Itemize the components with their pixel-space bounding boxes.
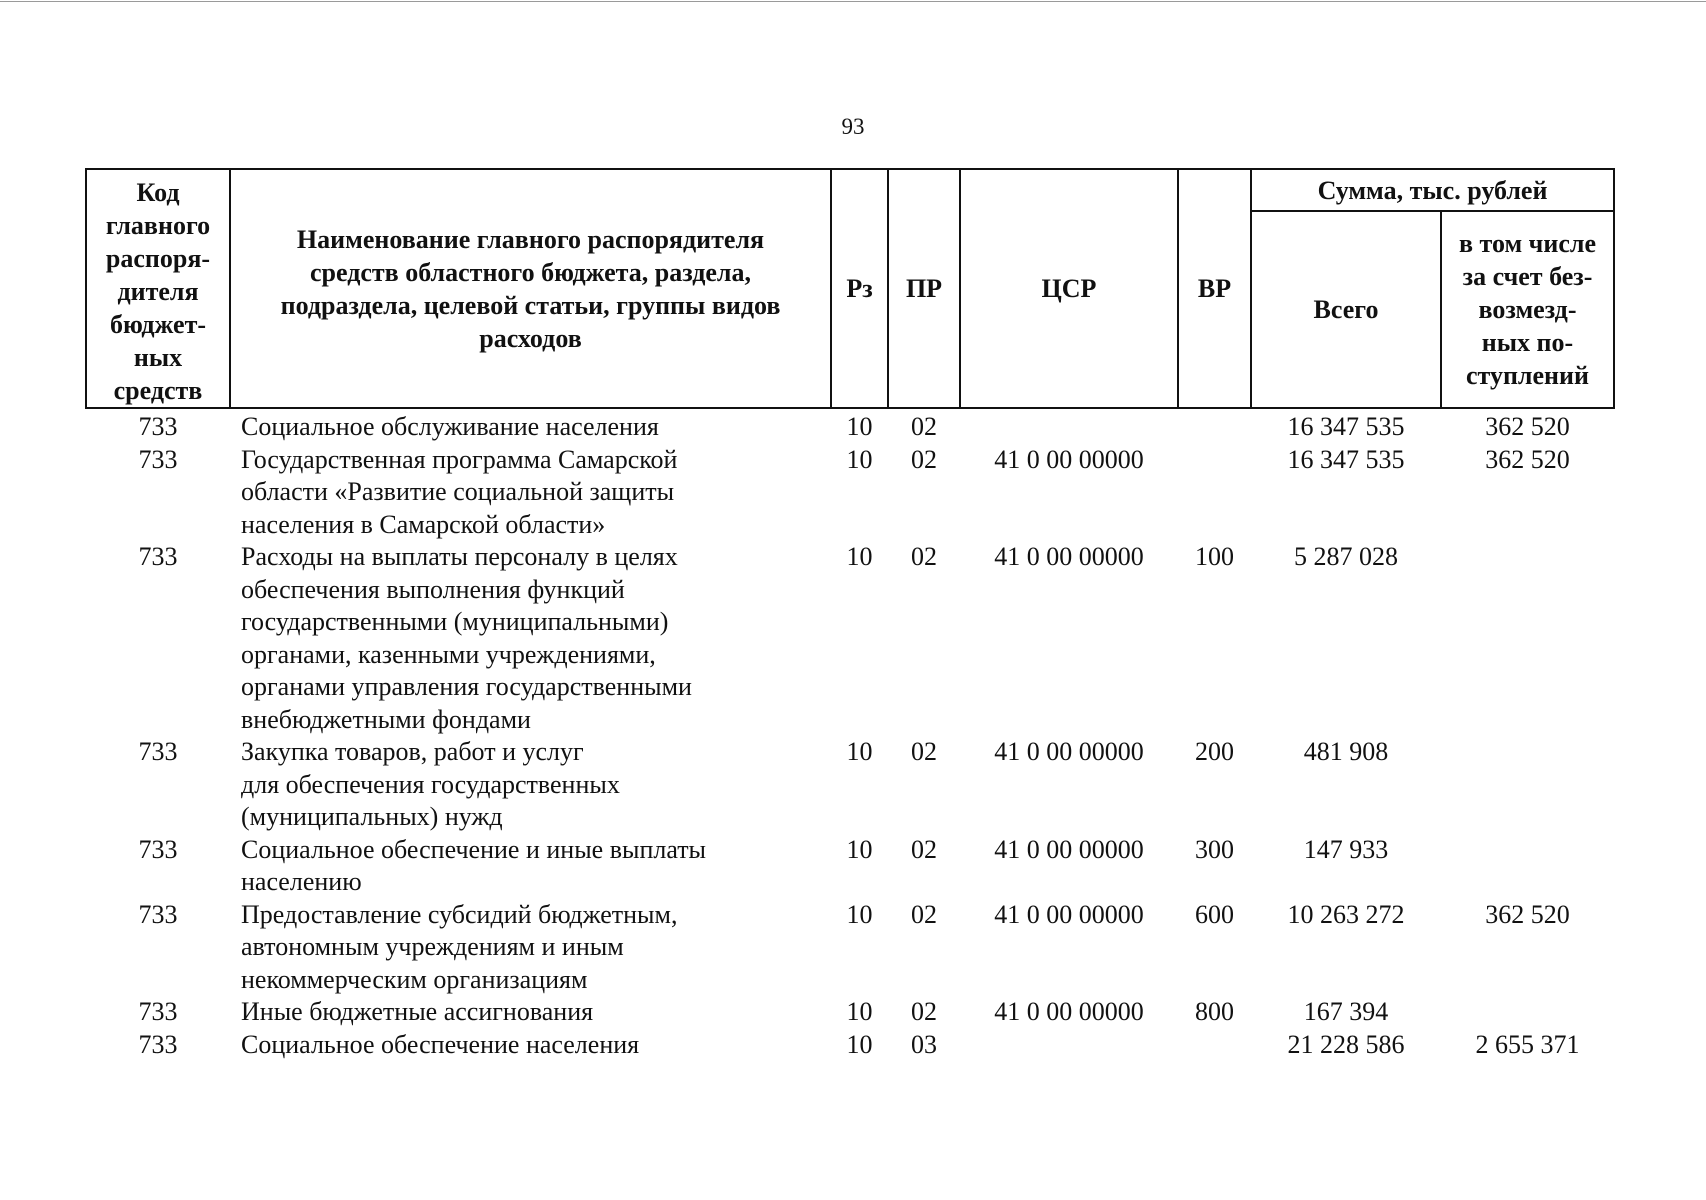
cell-name-line: Социальное обеспечение и иные выплаты [241,834,707,864]
header-name-line: средств областного бюджета, раздела, [310,257,751,287]
header-total: Всего [1251,211,1441,408]
cell-name [230,996,831,1029]
header-free-line: ных по- [1481,328,1574,358]
cell-code: 733 [138,412,178,441]
cell-total: 5 287 028 [1294,542,1398,571]
header-name-line: расходов [479,323,582,353]
header-rz: Рз [831,169,888,408]
scan-edge-line [0,1,1706,2]
header-name-line: Наименование главного распорядителя [296,224,765,254]
table-row [86,541,1614,736]
header-free-line: возмезд- [1478,295,1577,325]
cell-pr: 02 [911,444,937,474]
cell-code: 733 [138,834,178,864]
cell-total: 147 933 [1303,834,1389,864]
header-code-line: бюджет- [109,310,206,339]
cell-free [1441,834,1614,899]
cell-vr [1178,444,1251,542]
header-pr: ПР [888,169,960,408]
table-header [86,169,1614,408]
header-code-line: главного [105,211,211,240]
page-number: 93 [841,114,865,139]
cell-name-line: (муниципальных) нужд [241,802,503,831]
header-free-line: за счет без- [1462,262,1593,292]
cell-name-line: органами, казенными учреждениями, [241,639,656,669]
cell-free: 362 520 [1485,899,1570,929]
header-free-line: ступлений [1465,361,1590,391]
cell-name-line: для обеспечения государственных [241,769,620,799]
table-row [86,996,1614,1029]
cell-name-line: органами управления государственными [241,672,692,701]
cell-pr: 02 [911,834,937,864]
cell-free [1441,996,1614,1029]
header-free [1441,211,1614,408]
cell-rz: 10 [846,542,873,571]
cell-rz: 10 [846,1029,873,1059]
cell-name-line: Государственная программа Самарской [241,444,678,474]
cell-csr: 41 0 00 00000 [994,542,1144,571]
header-code [86,169,230,408]
cell-name-line: населению [241,867,362,896]
cell-rz: 10 [846,834,873,864]
cell-csr: 41 0 00 00000 [994,737,1144,766]
cell-name [230,408,831,444]
cell-total: 167 394 [1303,997,1389,1026]
cell-name-line: автономным учреждениям и иным [241,932,624,961]
cell-name-line: области «Развитие социальной защиты [241,477,675,506]
table-row [86,444,1614,542]
cell-csr: 41 0 00 00000 [994,444,1144,474]
cell-name-line: обеспечения выполнения функций [241,574,625,604]
cell-name-line: некоммерческим организациям [241,964,588,994]
cell-name [230,899,831,997]
header-csr: ЦСР [960,169,1178,408]
header-code-line: дителя [117,277,199,306]
cell-code: 733 [138,542,178,571]
header-code-line: Код [136,178,180,207]
cell-total: 10 263 272 [1287,899,1405,929]
cell-rz: 10 [846,899,873,929]
cell-name-line: Социальное обслуживание населения [241,412,659,441]
cell-rz: 10 [846,444,873,474]
cell-name-line: Расходы на выплаты персоналу в целях [241,542,678,571]
cell-name-line: Иные бюджетные ассигнования [241,997,594,1026]
cell-name-line: государственными (муниципальными) [241,607,669,636]
cell-name-line: Закупка товаров, работ и услуг [241,737,584,766]
header-sum-group: Сумма, тыс. рублей [1251,169,1614,211]
cell-vr: 600 [1195,899,1234,929]
cell-vr: 100 [1195,542,1234,571]
cell-code: 733 [138,1029,178,1059]
table-row [86,736,1614,834]
cell-free: 362 520 [1485,444,1570,474]
cell-total: 21 228 586 [1287,1029,1405,1059]
table-row [86,834,1614,899]
cell-name [230,541,831,736]
cell-vr: 200 [1195,737,1234,766]
header-free-line: в том числе [1459,229,1596,259]
cell-name-line: Предоставление субсидий бюджетным, [241,899,678,929]
cell-csr [960,408,1178,444]
table-row [86,408,1614,444]
table-row [86,1029,1614,1062]
cell-free [1441,736,1614,834]
cell-name-line: Социальное обеспечение населения [241,1029,640,1059]
header-name [230,169,831,408]
cell-pr: 02 [911,737,937,766]
cell-pr: 02 [911,412,937,441]
cell-code: 733 [138,737,178,766]
cell-csr: 41 0 00 00000 [994,899,1144,929]
cell-total: 481 908 [1303,737,1389,766]
cell-rz: 10 [846,997,873,1026]
cell-code: 733 [138,997,178,1026]
table-row [86,899,1614,997]
cell-vr [1178,408,1251,444]
table-body [86,408,1614,1061]
header-code-line: средств [113,376,203,405]
cell-vr: 300 [1195,834,1234,864]
cell-name [230,444,831,542]
cell-code: 733 [138,899,178,929]
cell-free: 2 655 371 [1475,1029,1580,1059]
cell-free [1441,541,1614,736]
cell-rz: 10 [846,737,873,766]
header-code-line: распоря- [105,244,211,273]
cell-name-line: внебюджетными фондами [241,704,531,734]
cell-pr: 02 [911,997,937,1026]
cell-csr [960,1029,1178,1062]
cell-vr [1178,1029,1251,1062]
header-name-line: подраздела, целевой статьи, группы видов [280,290,781,320]
cell-total: 16 347 535 [1287,444,1405,474]
cell-name-line: населения в Самарской области» [241,509,606,539]
cell-total: 16 347 535 [1287,412,1405,441]
cell-pr: 02 [911,542,937,571]
cell-vr: 800 [1195,997,1234,1026]
header-code-line: ных [133,343,183,372]
cell-pr: 03 [911,1029,937,1059]
cell-rz: 10 [846,412,873,441]
cell-csr: 41 0 00 00000 [994,834,1144,864]
cell-free: 362 520 [1485,412,1570,441]
cell-pr: 02 [911,899,937,929]
cell-code: 733 [138,444,178,474]
budget-table [85,168,1615,1061]
cell-name [230,736,831,834]
cell-name [230,834,831,899]
cell-name [230,1029,831,1062]
cell-csr: 41 0 00 00000 [994,997,1144,1026]
header-vr: ВР [1178,169,1251,408]
